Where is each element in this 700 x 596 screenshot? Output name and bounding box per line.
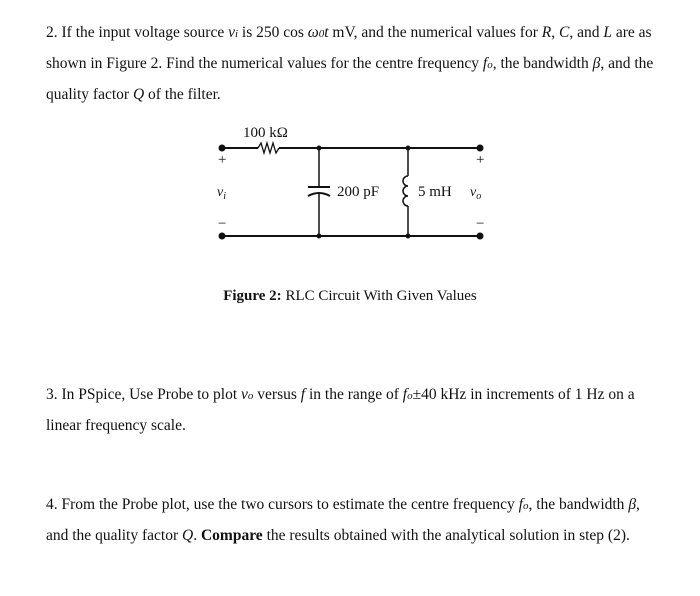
- vout-label: $v_o$: [470, 185, 482, 202]
- resistor: [258, 143, 279, 153]
- vi-symbol: v: [228, 24, 235, 41]
- q4-number: 4.: [46, 496, 58, 513]
- input-terminal-bottom: [219, 233, 226, 240]
- compare-keyword: Compare: [200, 527, 263, 544]
- output-terminal-bottom: [477, 233, 484, 240]
- vin-minus: −: [218, 216, 227, 232]
- circuit-diagram: [200, 118, 500, 248]
- inductor-label: 5 mH: [418, 184, 452, 200]
- question-2: 2. If the input voltage source vi is 250 cos ω0t mV, and the numerical values for R, C, and L are as shown in Figure 2. Find the numerical values for the centre frequency fo, the bandwidth β, and the quality factor Q of the filter.: [46, 24, 654, 103]
- figure-caption: Figure 2: RLC Circuit With Given Values: [223, 288, 477, 304]
- inductor: [403, 176, 408, 206]
- capacitor-label: 200 pF: [337, 184, 380, 200]
- question-3: 3. In PSpice, Use Probe to plot vo versus f in the range of fo±40 kHz in increments of 1 Hz on a linear frequency scale.: [46, 386, 635, 434]
- output-terminal-top: [477, 145, 484, 152]
- input-terminal-top: [219, 145, 226, 152]
- vout-plus: +: [476, 152, 485, 168]
- q3-number: 3.: [46, 386, 58, 403]
- rlc-circuit-figure: [200, 118, 500, 248]
- vin-plus: +: [218, 152, 227, 168]
- q2-number: 2.: [46, 24, 58, 41]
- question-4: 4. From the Probe plot, use the two cursors to estimate the centre frequency fo, the bandwidth β, and the quality factor Q. Compare the results obtained with the analytical solution in step (2).: [46, 496, 640, 544]
- vout-minus: −: [476, 216, 485, 232]
- resistor-label: 100 kΩ: [243, 125, 288, 141]
- vin-label: $v_i$: [217, 185, 226, 202]
